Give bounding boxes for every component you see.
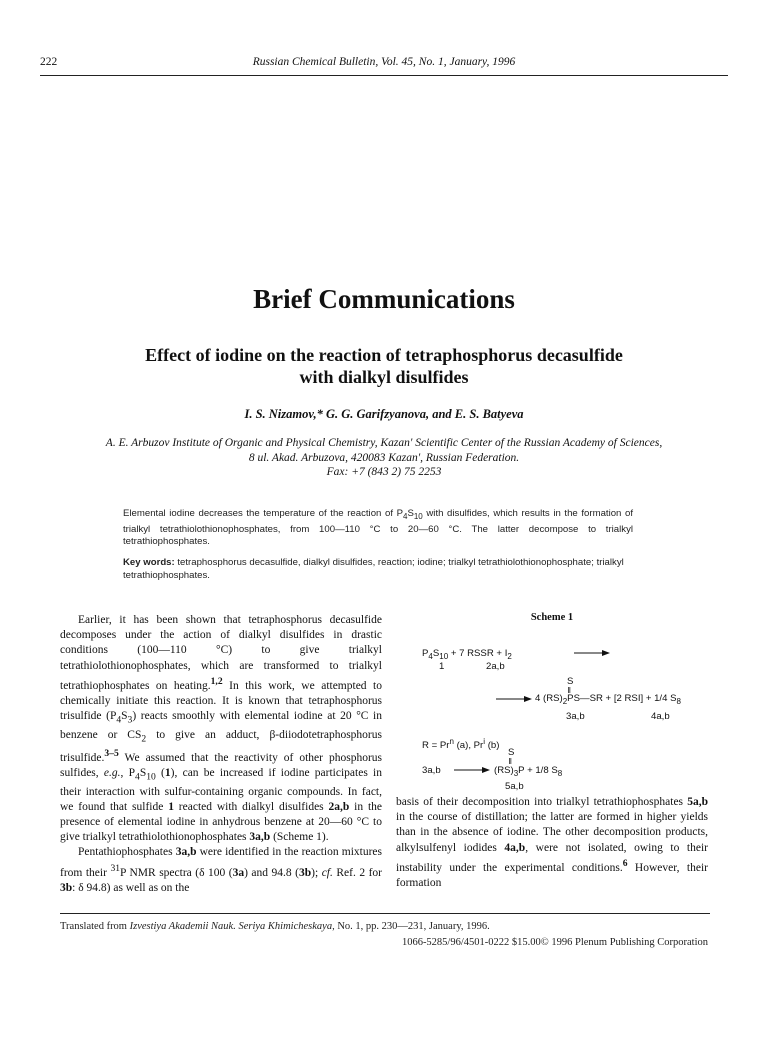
article-title-line2: with dialkyl disulfides (299, 367, 469, 387)
body-left-column (60, 613, 382, 896)
label-compound-1: 1 (439, 661, 445, 672)
copyright-line: 1066-5285/96/4501-0222 $15.00© 1996 Plenum Publishing Corporation (401, 937, 708, 948)
top-rule (40, 75, 728, 76)
label-compound-4ab: 4a,b (651, 711, 670, 722)
bottom-rule (60, 913, 710, 914)
scheme-reactants: $P_4S_{10} + 7$ RSSR + $I_2$ (422, 648, 512, 661)
label-compound-2ab: 2a,b (486, 661, 505, 672)
reaction-arrow-1 (574, 648, 610, 658)
affiliation-line1: A. E. Arbuzov Institute of Organic and Physical Chemistry, Kazan' Scientific Center of the Russian Academy of Sciences, (105, 437, 663, 449)
paragraph-1: Earlier, it has been shown that tetraphosphorus decasulfide decomposes under the action of dialkyl disulfides in drastic conditions (100—110 °C) to give trialkyl tetrathiolothionophosphates, which are transformed to trialkyl tetrathiophosphates on heating.$^{1,2}$ In this work, we attempted to chemically initiate this reaction. It is known that tetraphosphorus trisulfide $(P_4S_3)$ reacts smoothly with elemental iodine at 20 °C in benzene or $CS_2$ to give an adduct, β-diiodotetraphosphorus trisulfide.$^{3-5}$ We assumed that the reactivity of other phosphorus sulfides, e.g., $P_4S_{10}$ (1), can be increased if iodine participates in their interaction with sulfur-containing organic compounds. In fact, we found that sulfide 1 reacted with dialkyl disulfides 2a,b in the presence of elemental iodine in anhydrous benzene at 20—60 °C to give trialkyl tetrathiolothionophosphates 3a,b (Scheme 1). (60, 614, 382, 844)
reaction-arrow-3 (454, 765, 490, 775)
scheme-title: Scheme 1 (530, 612, 574, 623)
affiliation-line2: 8 ul. Akad. Arbuzova, 420083 Kazan', Russian Federation. (248, 451, 520, 464)
article-title (60, 344, 708, 388)
label-compound-3ab-2: 3a,b (422, 765, 441, 776)
page-number: 222 (40, 56, 58, 68)
keywords-text: tetraphosphorus decasulfide, dialkyl disulfides, reaction; iodine; trialkyl tetrathiolothionophosphate; trialkyl tetrathiophosphates. (123, 557, 624, 581)
authors: I. S. Nizamov,* G. G. Garifzyanova, and E. S. Batyeva (244, 407, 524, 421)
r-definition: $R = Pr^n$ (a), Pr$^i$ (b) (422, 737, 500, 752)
affiliation-line3: Fax: +7 (843 2) 75 2253 (326, 466, 442, 478)
thione-s-1: S (567, 676, 574, 687)
translation-note: Translated from Izvestiya Akademii Nauk. Seriya Khimicheskaya, No. 1, pp. 230—231, January, 1996. (60, 921, 490, 932)
double-bond-2: II (508, 757, 511, 766)
thione-s-2: S (508, 747, 515, 758)
keywords-label: Key words: (123, 557, 175, 568)
scheme-products-1: 4 $(RS)_2PS—SR + [2$ RSI] + 1/4 $S_8$ (535, 693, 681, 706)
double-bond-1: II (567, 686, 570, 695)
running-head: Russian Chemical Bulletin, Vol. 45, No. 1, January, 1996 (252, 56, 516, 68)
label-compound-3ab: 3a,b (566, 711, 585, 722)
paragraph-3: basis of their decomposition into trialkyl tetrathiophosphates 5a,b in the course of distillation; the latter are formed in higher yields than in the absence of iodine. The other decomposition products, alkylsulfenyl iodides 4a,b, were not isolated, owing to their instability under the experimental conditions.$^6$ However, their formation (396, 796, 708, 889)
abstract: Elemental iodine decreases the temperature of the reaction of $P_4S_{10}$ with disulfides, which results in the formation of trialkyl tetrathiolothionophosphates, from 100—110 °C to 20—60 °C. The latter decompose to trialkyl tetrathiophosphates. (123, 508, 633, 548)
scheme-products-2: $(RS)_3P + 1/8$ $S_8$ (494, 765, 563, 778)
reaction-arrow-2 (496, 694, 532, 704)
label-compound-5ab: 5a,b (505, 781, 524, 792)
paragraph-2: Pentathiophosphates 3a,b were identified in the reaction mixtures from their $^{31}$P NMR spectra (δ 100 (3a) and 94.8 (3b); cf. Ref. 2 for 3b: δ 94.8) as well as on the (60, 846, 383, 894)
body-right-column (396, 795, 708, 891)
article-title-line1: Effect of iodine on the reaction of tetraphosphorus decasulfide (145, 345, 623, 365)
keywords (123, 557, 633, 582)
affiliation (50, 436, 718, 480)
section-title: Brief Communications (253, 284, 515, 314)
